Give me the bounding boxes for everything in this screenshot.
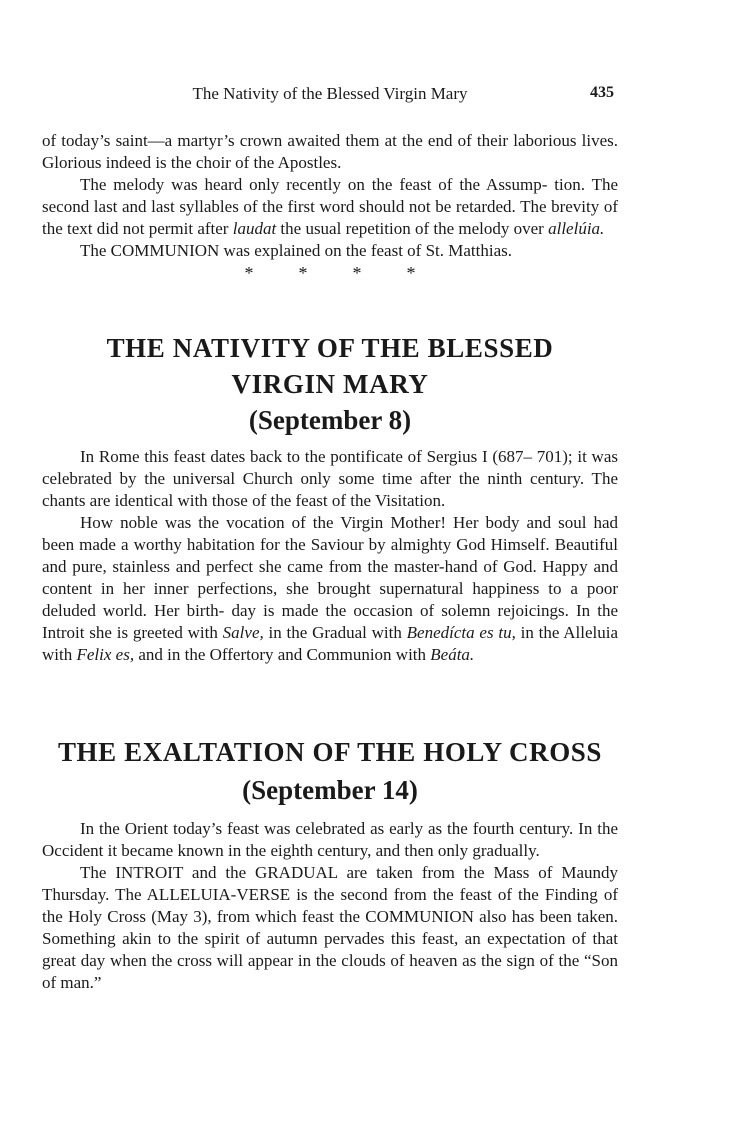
running-title: The Nativity of the Blessed Virgin Mary (192, 84, 468, 103)
nativity-p2-a: How noble was the vocation of the Virgin Mother! Her body and soul had been made a worthy habitation for the Saviour by almighty God Himself. Beautiful and pure, stainless and perfect she came from the master-hand of God. Happy and content in her inner perfections, she brought supernatural happiness to a poor deluded world. Her birth- day is made the occasion of solemn rejoicings. In the Introit she is greeted with (42, 513, 618, 642)
italic-benedicta: Benedícta es tu, (406, 623, 516, 642)
separator-star: * (244, 263, 254, 283)
exaltation-title: THE EXALTATION OF THE HOLY CROSS (57, 737, 603, 767)
nativity-p2-b: in the Gradual with (268, 623, 402, 642)
paragraph-melody-text: The melody was heard only recently on the feast of the Assump- tion. The second last and last syllables of the first word should not be retarded. The brevity of the text did not permit after (42, 175, 618, 238)
separator-star: * (352, 263, 362, 283)
exaltation-section (42, 734, 618, 994)
separator-star: * (298, 263, 308, 283)
paragraph-communion: The COMMUNION was explained on the feast of St. Matthias. (80, 241, 513, 260)
italic-felix: Felix es, (76, 645, 135, 664)
section-separator (42, 262, 618, 284)
running-head (42, 84, 618, 108)
nativity-p2-d: and in the Offertory and Communion with (138, 645, 427, 664)
paragraph-melody (42, 174, 618, 240)
italic-laudat: laudat (232, 219, 277, 238)
nativity-section (42, 330, 618, 666)
previous-section-text (42, 130, 618, 284)
paragraph-continuation: of today’s saint—a martyr’s crown awaited them at the end of their laborious lives. Glorious indeed is the choir of the Apostles. (42, 131, 618, 172)
exaltation-paragraph-2: The INTROIT and the GRADUAL are taken from the Mass of Maundy Thursday. The ALLELUIA-VERSE is the second from the feast of the Finding of the Holy Cross (May 3), from which feast the COMMUNION also has been taken. Something akin to the spirit of autumn pervades this feast, an expectation of that great day when the cross will appear in the clouds of heaven as the sign of the “Son of man.” (42, 863, 618, 992)
exaltation-paragraph-1: In the Orient today’s feast was celebrated as early as the fourth century. In the Occident it became known in the eighth century, and then only gradually. (42, 819, 618, 860)
exaltation-date: (September 14) (242, 775, 418, 805)
page-number: 435 (590, 84, 614, 101)
nativity-p2-c: in the Alleluia with (42, 623, 619, 664)
italic-beata: Beáta. (430, 645, 475, 664)
nativity-date: (September 8) (248, 405, 412, 435)
nativity-paragraph-2 (42, 512, 618, 666)
paragraph-melody-text-2: the usual repetition of the melody over (280, 219, 544, 238)
nativity-title-line2: VIRGIN MARY (231, 369, 429, 399)
italic-salve: Salve, (222, 623, 264, 642)
italic-alleluia: allelúia. (548, 219, 605, 238)
separator-star: * (406, 263, 416, 283)
nativity-title-line1: THE NATIVITY OF THE BLESSED (106, 333, 554, 363)
nativity-paragraph-1: In Rome this feast dates back to the pontificate of Sergius I (687– 701); it was celebrated by the universal Church only some time after the ninth century. The chants are identical with those of the feast of the Visitation. (42, 447, 618, 510)
